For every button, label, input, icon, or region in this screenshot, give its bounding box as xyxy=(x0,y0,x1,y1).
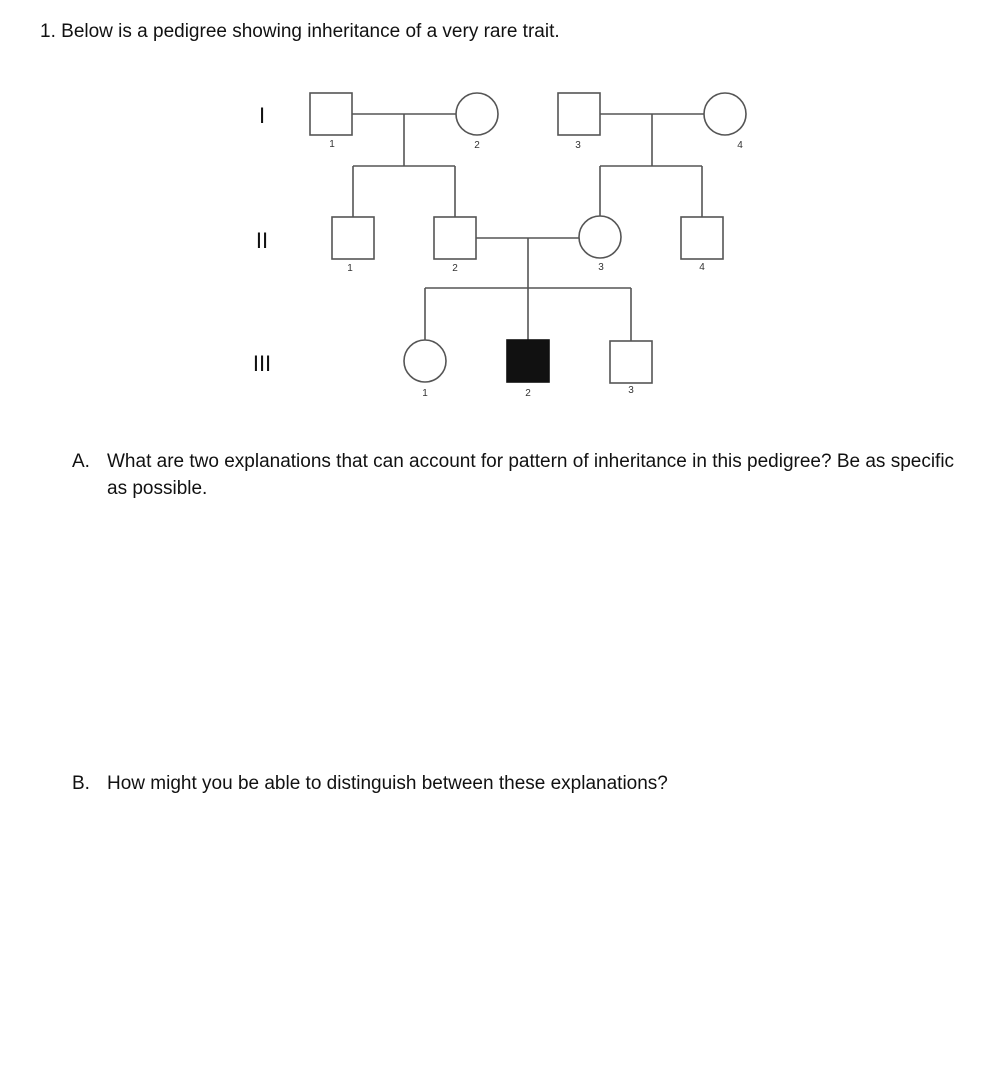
individual-label: 1 xyxy=(329,139,335,150)
individual-III1-female xyxy=(404,340,446,382)
individual-label: 4 xyxy=(737,140,743,151)
individual-I1-male xyxy=(310,93,352,135)
individual-label: 1 xyxy=(422,388,428,399)
part-a xyxy=(72,448,962,502)
generation-label-II: II xyxy=(255,228,269,253)
individual-III3-male xyxy=(610,341,652,383)
question-number: 1. xyxy=(40,21,56,42)
individual-label: 3 xyxy=(598,262,604,273)
generation-label-I: I xyxy=(258,103,266,128)
individual-II4-male xyxy=(681,217,723,259)
individual-label: 2 xyxy=(452,263,458,274)
part-a-letter: A. xyxy=(72,451,90,472)
individual-label: 2 xyxy=(525,388,531,399)
individual-II2-male xyxy=(434,217,476,259)
individual-I4-female xyxy=(704,93,746,135)
individual-I2-female xyxy=(456,93,498,135)
part-b xyxy=(72,770,962,797)
individual-label: 4 xyxy=(699,262,705,273)
question-text: Below is a pedigree showing inheritance of a very rare trait. xyxy=(61,21,560,42)
part-b-letter: B. xyxy=(72,773,90,794)
part-b-text: How might you be able to distinguish between these explanations? xyxy=(107,773,668,794)
individual-II1-male xyxy=(332,217,374,259)
individual-I3-male xyxy=(558,93,600,135)
generation-label-III: III xyxy=(252,351,272,376)
individual-II3-female xyxy=(579,216,621,258)
individual-label: 3 xyxy=(628,385,634,396)
pedigree-diagram xyxy=(0,0,987,420)
individual-label: 2 xyxy=(474,140,480,151)
part-a-text: What are two explanations that can account for pattern of inheritance in this pedigree? Be as specific as possible. xyxy=(107,451,955,499)
individual-label: 1 xyxy=(347,263,353,274)
individual-label: 3 xyxy=(575,140,581,151)
individual-III2-male-affected xyxy=(507,340,549,382)
